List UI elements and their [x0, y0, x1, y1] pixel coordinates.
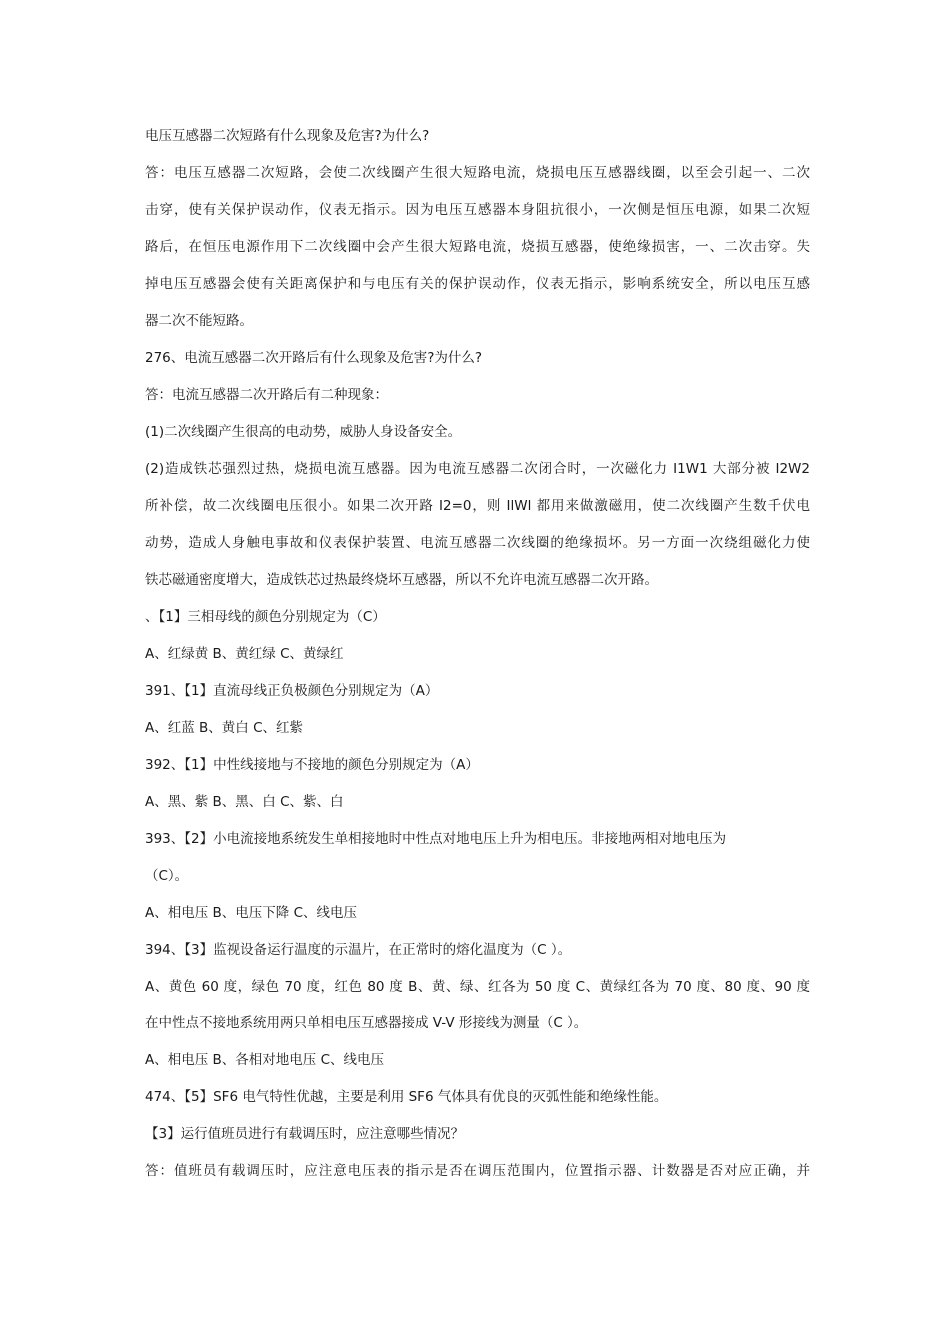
text-line: 答：电压互感器二次短路，会使二次线圈产生很大短路电流，烧损电压互感器线圈，以至会引起一、二次: [145, 165, 810, 181]
text-line: 394、【3】监视设备运行温度的示温片，在正常时的熔化温度为（C ）。: [145, 942, 572, 958]
text-line: 答：值班员有载调压时，应注意电压表的指示是否在调压范围内，位置指示器、计数器是否对应正确，并: [145, 1163, 810, 1179]
text-line: 【3】运行值班员进行有载调压时，应注意哪些情况？: [145, 1126, 465, 1142]
text-line: A、相电压 B、各相对地电压 C、线电压: [145, 1052, 385, 1068]
text-line: 铁芯磁通密度增大，造成铁芯过热最终烧坏互感器，所以不允许电流互感器二次开路。: [145, 572, 658, 588]
text-line: 474、【5】SF6 电气特性优越，主要是利用 SF6 气体具有优良的灭弧性能和绝缘性能。: [145, 1089, 668, 1105]
text-line: 器二次不能短路。: [145, 313, 253, 329]
text-line: 所补偿，故二次线圈电压很小。如果二次开路 I2=0，则 IlWl 都用来做激磁用，使二次线圈产生数千伏电: [145, 498, 810, 514]
text-line: 276、电流互感器二次开路后有什么现象及危害?为什么?: [145, 350, 483, 366]
text-line: A、黄色 60 度，绿色 70 度，红色 80 度 B、黄、绿、红各为 50 度 C、黄绿红各为 70 度、80 度、90 度: [145, 979, 810, 995]
text-line: 答：电流互感器二次开路后有二种现象：: [145, 387, 388, 403]
text-line: 、【1】三相母线的颜色分别规定为（C）: [145, 609, 386, 625]
text-line: （C）。: [145, 868, 189, 884]
text-line: 掉电压互感器会使有关距离保护和与电压有关的保护误动作，仪表无指示，影响系统安全，所以电压互感: [145, 276, 810, 292]
text-line: 392、【1】中性线接地与不接地的颜色分别规定为（A）: [145, 757, 479, 773]
text-line: 动势，造成人身触电事故和仪表保护装置、电流互感器二次线圈的绝缘损坏。另一方面一次绕组磁化力使: [145, 535, 810, 551]
document-body: [145, 118, 810, 1190]
text-line: 在中性点不接地系统用两只单相电压互感器接成 V-V 形接线为测量（C ）。: [145, 1015, 588, 1031]
text-line: 击穿，使有关保护误动作，仪表无指示。因为电压互感器本身阻抗很小，一次侧是恒压电源，如果二次短: [145, 202, 810, 218]
text-line: A、红蓝 B、黄白 C、红紫: [145, 720, 304, 736]
text-line: A、黑、紫 B、黑、白 C、紫、白: [145, 794, 344, 810]
text-line: (2)造成铁芯强烈过热，烧损电流互感器。因为电流互感器二次闭合时，一次磁化力 I1W1 大部分被 I2W2: [145, 461, 810, 477]
text-line: 391、【1】直流母线正负极颜色分别规定为（A）: [145, 683, 439, 699]
text-line: A、相电压 B、电压下降 C、线电压: [145, 905, 358, 921]
text-line: A、红绿黄 B、黄红绿 C、黄绿红: [145, 646, 344, 662]
text-line: 电压互感器二次短路有什么现象及危害?为什么?: [145, 128, 430, 144]
text-line: (1)二次线圈产生很高的电动势，威胁人身设备安全。: [145, 424, 462, 440]
text-line: 路后，在恒压电源作用下二次线圈中会产生很大短路电流，烧损互感器，使绝缘损害，一、二次击穿。失: [145, 239, 810, 255]
text-line: 393、【2】小电流接地系统发生单相接地时中性点对地电压上升为相电压。非接地两相对地电压为: [145, 831, 727, 847]
